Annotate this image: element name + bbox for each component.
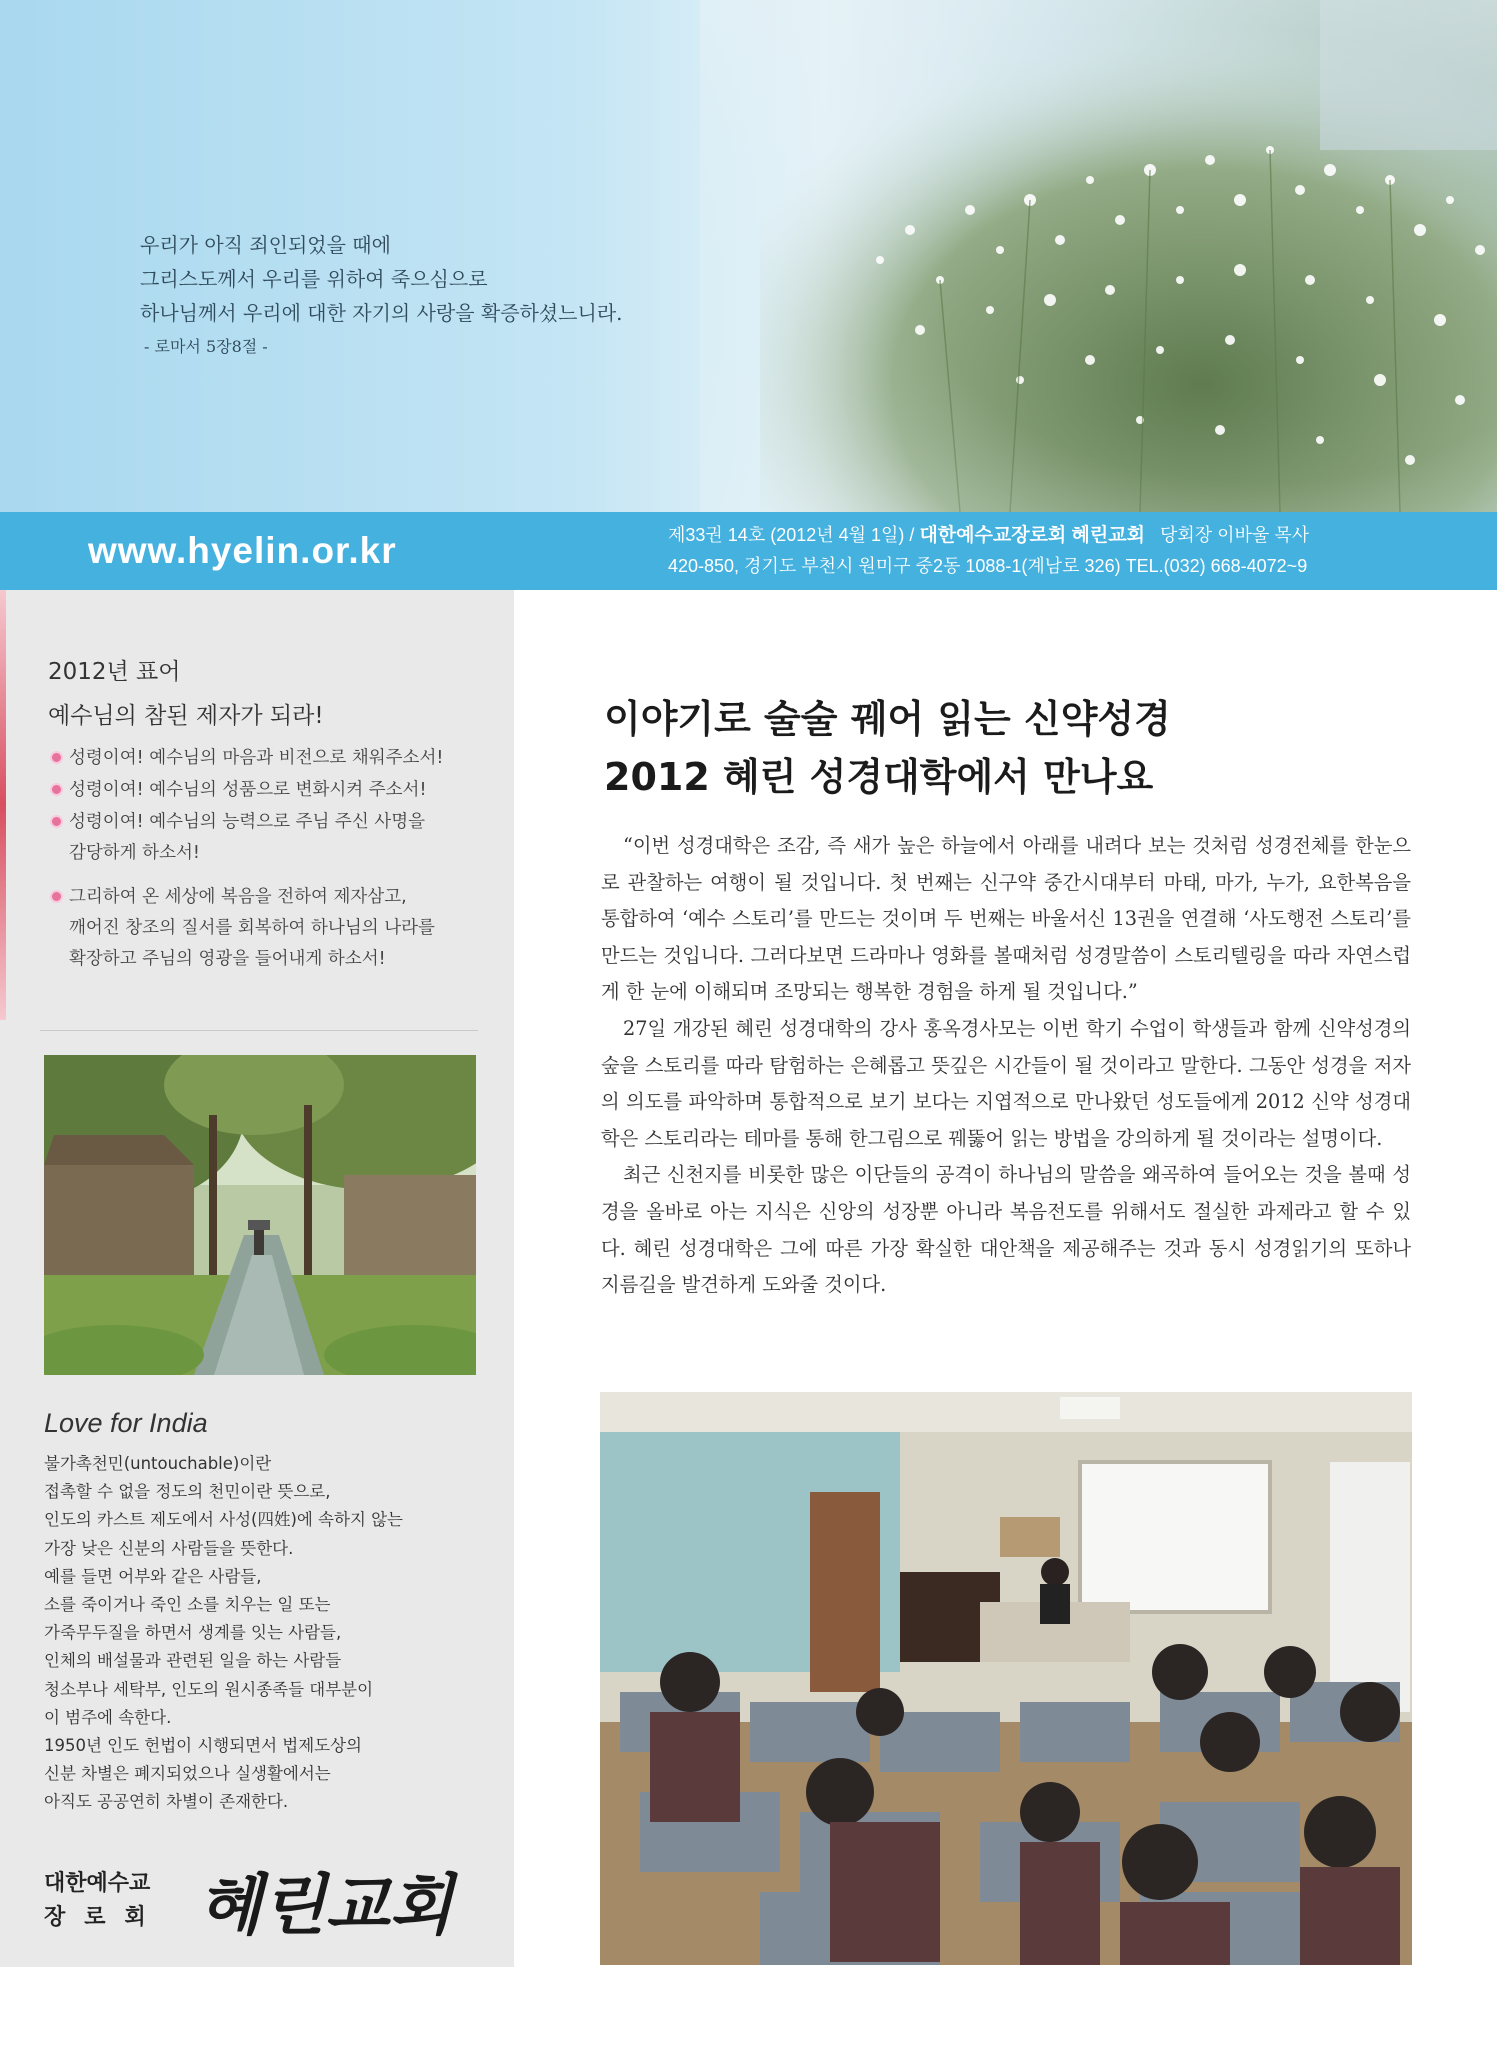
verse-line: 그리스도께서 우리를 위하여 죽으심으로 <box>140 267 488 291</box>
church-address: 420-850, 경기도 부천시 원미구 중2동 1088-1(계남로 326) TEL.(032) 668-4072~9 <box>668 556 1308 576</box>
india-line: 가장 낮은 신분의 사람들을 뜻한다. <box>44 1538 294 1558</box>
verse-line: 우리가 아직 죄인되었을 때에 <box>140 233 391 257</box>
india-line: 이 범주에 속한다. <box>44 1707 172 1727</box>
pastor-name: 당회장 이바울 목사 <box>1159 525 1310 545</box>
prayer-line: 성령이여! 예수님의 성품으로 변화시켜 주소서! <box>69 780 427 800</box>
publication-info <box>668 520 1309 581</box>
issue-info: 제33권 14호 (2012년 4월 1일) / <box>668 525 920 545</box>
india-line: 아직도 공공연히 차별이 존재한다. <box>44 1792 289 1812</box>
logo-text: 혜린교회 <box>198 1866 454 1944</box>
prayer-item <box>52 743 443 774</box>
prayer-line: 확장하고 주님의 영광을 들어내게 하소서! <box>69 949 386 969</box>
india-line: 인체의 배설물과 관련된 일을 하는 사람들 <box>44 1651 342 1671</box>
motto-title: 예수님의 참된 제자가 되라! <box>48 703 324 729</box>
prayer-line: 성령이여! 예수님의 능력으로 주님 주신 사명을 <box>69 812 426 832</box>
church-name: 대한예수교장로회 혜린교회 <box>919 525 1145 546</box>
website-link[interactable]: www.hyelin.or.kr <box>88 530 397 571</box>
prayer-item <box>52 882 435 975</box>
prayer-line: 감당하게 하소서! <box>69 843 200 863</box>
bullet-icon <box>52 753 61 762</box>
prayer-item <box>52 775 426 806</box>
india-line: 접촉할 수 없을 정도의 천민이란 뜻으로, <box>44 1482 331 1502</box>
headline-line: 이야기로 술술 꿰어 읽는 신약성경 <box>604 697 1171 741</box>
prayer-line: 성령이여! 예수님의 마음과 비전으로 채워주소서! <box>69 748 444 768</box>
bullet-icon <box>52 817 61 826</box>
decorative-edge <box>0 590 6 1020</box>
verse-line: 하나님께서 우리에 대한 자기의 사랑을 확증하셨느니라. <box>140 301 623 325</box>
prayer-line: 그리하여 온 세상에 복음을 전하여 제자삼고, <box>69 887 407 907</box>
motto-year: 2012년 표어 <box>48 659 181 685</box>
india-line: 소를 죽이거나 죽인 소를 치우는 일 또는 <box>44 1595 331 1615</box>
verse-reference: - 로마서 5장8절 - <box>144 337 268 356</box>
india-line: 가죽무두질을 하면서 생계를 잇는 사람들, <box>44 1623 342 1643</box>
bullet-icon <box>52 892 61 901</box>
india-line: 인도의 카스트 제도에서 사성(四姓)에 속하지 않는 <box>44 1510 404 1530</box>
india-section-title: Love for India <box>44 1408 208 1438</box>
headline-line: 2012 혜린 성경대학에서 만나요 <box>604 755 1154 799</box>
bible-verse <box>140 228 623 364</box>
india-line: 청소부나 세탁부, 인도의 원시종족들 대부분이 <box>44 1679 374 1699</box>
prayer-line: 깨어진 창조의 질서를 회복하여 하나님의 나라를 <box>69 918 435 938</box>
india-line: 예를 들면 어부와 같은 사람들, <box>44 1566 262 1586</box>
article-body <box>601 828 1411 1304</box>
article-paragraph: 최근 신천지를 비롯한 많은 이단들의 공격이 하나님의 말씀을 왜곡하여 들어오는 것을 볼때 성경을 올바로 아는 지식은 신앙의 성장뿐 아니라 복음전도를 위해서도 절실한 과제라고 할 수 있다. 혜린 성경대학은 그에 따른 가장 확실한 대안책을 제공해주는 것과 동시 성경읽기의 또하나 지름길을 발견하게 도와줄 것이다. <box>601 1163 1411 1297</box>
classroom-photo <box>600 1392 1412 1965</box>
denomination-line: 장로회 <box>44 1905 165 1930</box>
article-paragraph: 27일 개강된 혜린 성경대학의 강사 홍옥경사모는 이번 학기 수업이 학생들과 함께 신약성경의 숲을 스토리를 따라 탐험하는 은혜롭고 뜻깊은 시간들이 될 것이라고 말한다. 그동안 성경을 저자의 의도를 파악하며 통합적으로 보기 보다는 지엽적으로 만나왔던 성도들에게 2012 신약 성경대학은 스토리라는 테마를 통해 한그림으로 꿰뚫어 읽는 방법을 강의하게 될 것이라는 설명이다. <box>601 1016 1411 1150</box>
divider <box>40 1030 478 1031</box>
india-village-photo <box>44 1055 476 1375</box>
article-paragraph: “이번 성경대학은 조감, 즉 새가 높은 하늘에서 아래를 내려다 보는 것처럼 성경전체를 한눈으로 관찰하는 여행이 될 것입니다. 첫 번째는 신구약 중간시대부터 마태, 마가, 누가, 요한복음을 통합하여 ‘예수 스토리’를 만드는 것이며 두 번째는 바울서신 13권을 연결해 ‘사도행전 스토리’를 만드는 것입니다. 그러다보면 드라마나 영화를 볼때처럼 성경말씀이 스토리텔링을 따라 자연스럽게 한 눈에 이해되며 조망되는 행복한 경험을 하게 될 것입니다.” <box>601 834 1411 1004</box>
denomination-line: 대한예수교 <box>44 1871 151 1896</box>
article-headline <box>604 690 1171 806</box>
india-line: 불가촉천민(untouchable)이란 <box>44 1454 272 1473</box>
india-line: 신분 차별은 폐지되었으나 실생활에서는 <box>44 1764 331 1784</box>
church-logo <box>198 1858 480 1948</box>
prayer-item <box>52 807 425 869</box>
india-line: 1950년 인도 헌법이 시행되면서 법제도상의 <box>44 1736 362 1756</box>
india-description <box>44 1450 403 1817</box>
church-denomination <box>44 1867 165 1935</box>
bullet-icon <box>52 785 61 794</box>
